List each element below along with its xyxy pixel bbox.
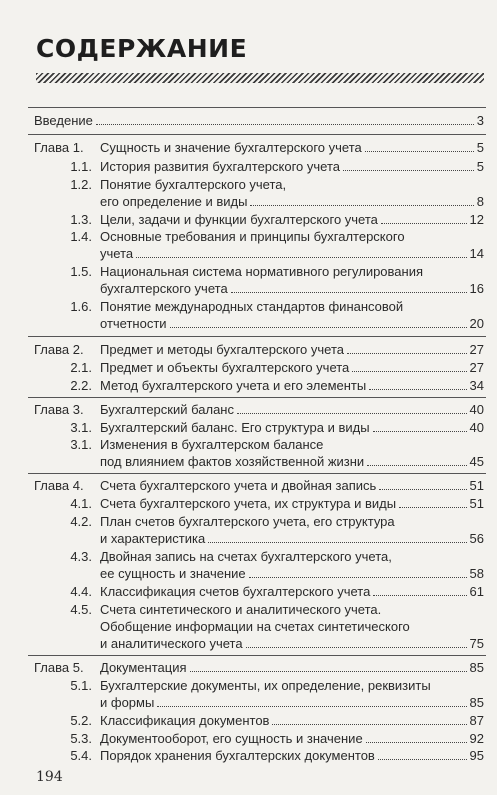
entry-text-line: Бухгалтерские документы, их определение, реквизиты — [100, 678, 431, 693]
section-number: 1.2. — [70, 177, 92, 192]
toc-entry-1-3[interactable] — [100, 212, 484, 228]
leader-dots — [190, 671, 467, 672]
entry-page: 20 — [469, 316, 484, 331]
leader-dots — [381, 223, 467, 224]
toc-entry-2-1[interactable] — [100, 360, 484, 376]
page-number: 194 — [36, 769, 63, 785]
entry-text: Метод бухгалтерского учета и его элементы — [100, 378, 367, 393]
toc-entry-4-3[interactable] — [100, 566, 484, 582]
toc-entry-5-3[interactable] — [100, 731, 484, 747]
section-number: 2.2. — [70, 378, 92, 393]
entry-text: Бухгалтерский баланс. Его структура и виды — [100, 420, 370, 435]
entry-text-line: Изменения в бухгалтерском балансе — [100, 437, 324, 452]
leader-dots — [365, 151, 474, 152]
leader-dots — [366, 742, 467, 743]
entry-page: 75 — [469, 636, 484, 651]
chapter-label: Глава 4. — [34, 478, 84, 493]
leader-dots — [373, 595, 466, 596]
entry-page: 58 — [469, 566, 484, 581]
toc-entry-4-2[interactable] — [100, 531, 484, 547]
entry-text: его определение и виды — [100, 194, 248, 209]
entry-text: бухгалтерского учета — [100, 281, 228, 296]
toc-entry-2-2[interactable] — [100, 378, 484, 394]
toc-entry-1-2[interactable] — [100, 194, 484, 210]
entry-text: учета — [100, 246, 134, 261]
section-number: 3.1. — [70, 420, 92, 435]
entry-page: 51 — [469, 478, 484, 493]
entry-text: Предмет и объекты бухгалтерского учета — [100, 360, 350, 375]
entry-text-line: Двойная запись на счетах бухгалтерского учета, — [100, 549, 392, 564]
entry-text-line: Обобщение информации на счетах синтетического — [100, 619, 410, 634]
leader-dots — [399, 507, 466, 508]
entry-text: и аналитического учета — [100, 636, 243, 651]
entry-text: Предмет и методы бухгалтерского учета — [100, 342, 344, 357]
chapter-label: Глава 5. — [34, 660, 84, 675]
entry-text: Бухгалтерский баланс — [100, 402, 234, 417]
entry-text-line: Национальная система нормативного регулирования — [100, 264, 424, 279]
entry-page: 85 — [469, 660, 484, 675]
entry-text-line: Счета синтетического и аналитического учета. — [100, 602, 382, 617]
entry-page: 27 — [469, 342, 484, 357]
entry-page: 51 — [469, 496, 484, 511]
chapter-label: Глава 2. — [34, 342, 84, 357]
entry-text: Введение — [34, 113, 93, 128]
entry-page: 61 — [469, 584, 484, 599]
entry-page: 40 — [469, 402, 484, 417]
entry-page: 45 — [469, 454, 484, 469]
separator — [28, 107, 486, 108]
section-number: 1.4. — [70, 229, 92, 244]
entry-text: Документация — [100, 660, 187, 675]
chapter-label: Глава 3. — [34, 402, 84, 417]
entry-text: Счета бухгалтерского учета, их структура и виды — [100, 496, 397, 511]
leader-dots — [231, 292, 467, 293]
toc-entry-1-1[interactable] — [100, 159, 484, 175]
leader-dots — [343, 170, 474, 171]
leader-dots — [347, 353, 467, 354]
leader-dots — [250, 205, 473, 206]
entry-text: Сущность и значение бухгалтерского учета — [100, 140, 362, 155]
section-number: 1.3. — [70, 212, 92, 227]
separator — [28, 655, 486, 656]
chapter-label: Глава 1. — [34, 140, 84, 155]
leader-dots — [157, 706, 466, 707]
entry-text: Классификация счетов бухгалтерского учета — [100, 584, 371, 599]
section-number: 5.4. — [70, 748, 92, 763]
toc-entry-ch3[interactable] — [100, 402, 484, 418]
leader-dots — [136, 257, 466, 258]
leader-dots — [379, 489, 466, 490]
leader-dots — [373, 431, 467, 432]
section-number: 5.1. — [70, 678, 92, 693]
entry-page: 27 — [469, 360, 484, 375]
leader-dots — [170, 327, 467, 328]
toc-entry-3-1b[interactable] — [100, 454, 484, 470]
section-number: 2.1. — [70, 360, 92, 375]
entry-page: 34 — [469, 378, 484, 393]
entry-page: 16 — [469, 281, 484, 296]
toc-entry-5-2[interactable] — [100, 713, 484, 729]
section-number: 4.5. — [70, 602, 92, 617]
section-number: 3.1. — [70, 437, 92, 452]
separator — [28, 134, 486, 135]
entry-page: 85 — [469, 695, 484, 710]
section-number: 1.1. — [70, 159, 92, 174]
leader-dots — [96, 124, 474, 125]
entry-page: 8 — [476, 194, 484, 209]
leader-dots — [352, 371, 466, 372]
page-title: СОДЕРЖАНИЕ — [36, 34, 248, 63]
toc-entry-ch1[interactable] — [100, 140, 484, 156]
entry-page: 56 — [469, 531, 484, 546]
entry-text: под влиянием фактов хозяйственной жизни — [100, 454, 365, 469]
section-number: 4.4. — [70, 584, 92, 599]
toc-entry-ch2[interactable] — [100, 342, 484, 358]
section-number: 5.3. — [70, 731, 92, 746]
entry-page: 92 — [469, 731, 484, 746]
separator — [28, 473, 486, 474]
entry-text-line: Понятие бухгалтерского учета, — [100, 177, 287, 192]
entry-text: и характеристика — [100, 531, 206, 546]
entry-text-line: Понятие международных стандартов финансовой — [100, 299, 404, 314]
toc-entry-4-5[interactable] — [100, 636, 484, 652]
leader-dots — [208, 542, 466, 543]
leader-dots — [378, 759, 467, 760]
entry-text: Классификация документов — [100, 713, 270, 728]
entry-text: ее сущность и значение — [100, 566, 246, 581]
toc-entry-5-1[interactable] — [100, 695, 484, 711]
entry-page: 95 — [469, 748, 484, 763]
separator — [28, 397, 486, 398]
leader-dots — [249, 577, 467, 578]
entry-text-line: Основные требования и принципы бухгалтерского — [100, 229, 405, 244]
leader-dots — [237, 413, 467, 414]
entry-text: Порядок хранения бухгалтерских документов — [100, 748, 375, 763]
leader-dots — [369, 389, 466, 390]
section-number: 1.5. — [70, 264, 92, 279]
entry-page: 5 — [476, 159, 484, 174]
toc-entry-1-5[interactable] — [100, 281, 484, 297]
toc-entry-1-6[interactable] — [100, 316, 484, 332]
entry-text: и формы — [100, 695, 155, 710]
entry-page: 14 — [469, 246, 484, 261]
toc-entry-5-4[interactable] — [100, 748, 484, 764]
leader-dots — [272, 724, 466, 725]
entry-page: 5 — [476, 140, 484, 155]
entry-text: отчетности — [100, 316, 167, 331]
section-number: 5.2. — [70, 713, 92, 728]
leader-dots — [246, 647, 467, 648]
toc-entry-intro[interactable] — [34, 113, 484, 129]
decorative-hatch-rule — [36, 73, 484, 83]
toc-entry-1-4[interactable] — [100, 246, 484, 262]
entry-page: 87 — [469, 713, 484, 728]
toc-entry-ch4[interactable] — [100, 478, 484, 494]
toc-entry-4-1[interactable] — [100, 496, 484, 512]
section-number: 4.3. — [70, 549, 92, 564]
entry-page: 12 — [469, 212, 484, 227]
leader-dots — [367, 465, 466, 466]
entry-text: Документооборот, его сущность и значение — [100, 731, 363, 746]
entry-text-line: План счетов бухгалтерского учета, его структура — [100, 514, 395, 529]
section-number: 4.1. — [70, 496, 92, 511]
section-number: 4.2. — [70, 514, 92, 529]
entry-page: 40 — [469, 420, 484, 435]
section-number: 1.6. — [70, 299, 92, 314]
separator — [28, 336, 486, 337]
entry-text: Цели, задачи и функции бухгалтерского учета — [100, 212, 378, 227]
toc-entry-3-1[interactable] — [100, 420, 484, 436]
entry-text: История развития бухгалтерского учета — [100, 159, 341, 174]
entry-text: Счета бухгалтерского учета и двойная запись — [100, 478, 377, 493]
toc-entry-ch5[interactable] — [100, 660, 484, 676]
entry-page: 3 — [476, 113, 484, 128]
toc-entry-4-4[interactable] — [100, 584, 484, 600]
